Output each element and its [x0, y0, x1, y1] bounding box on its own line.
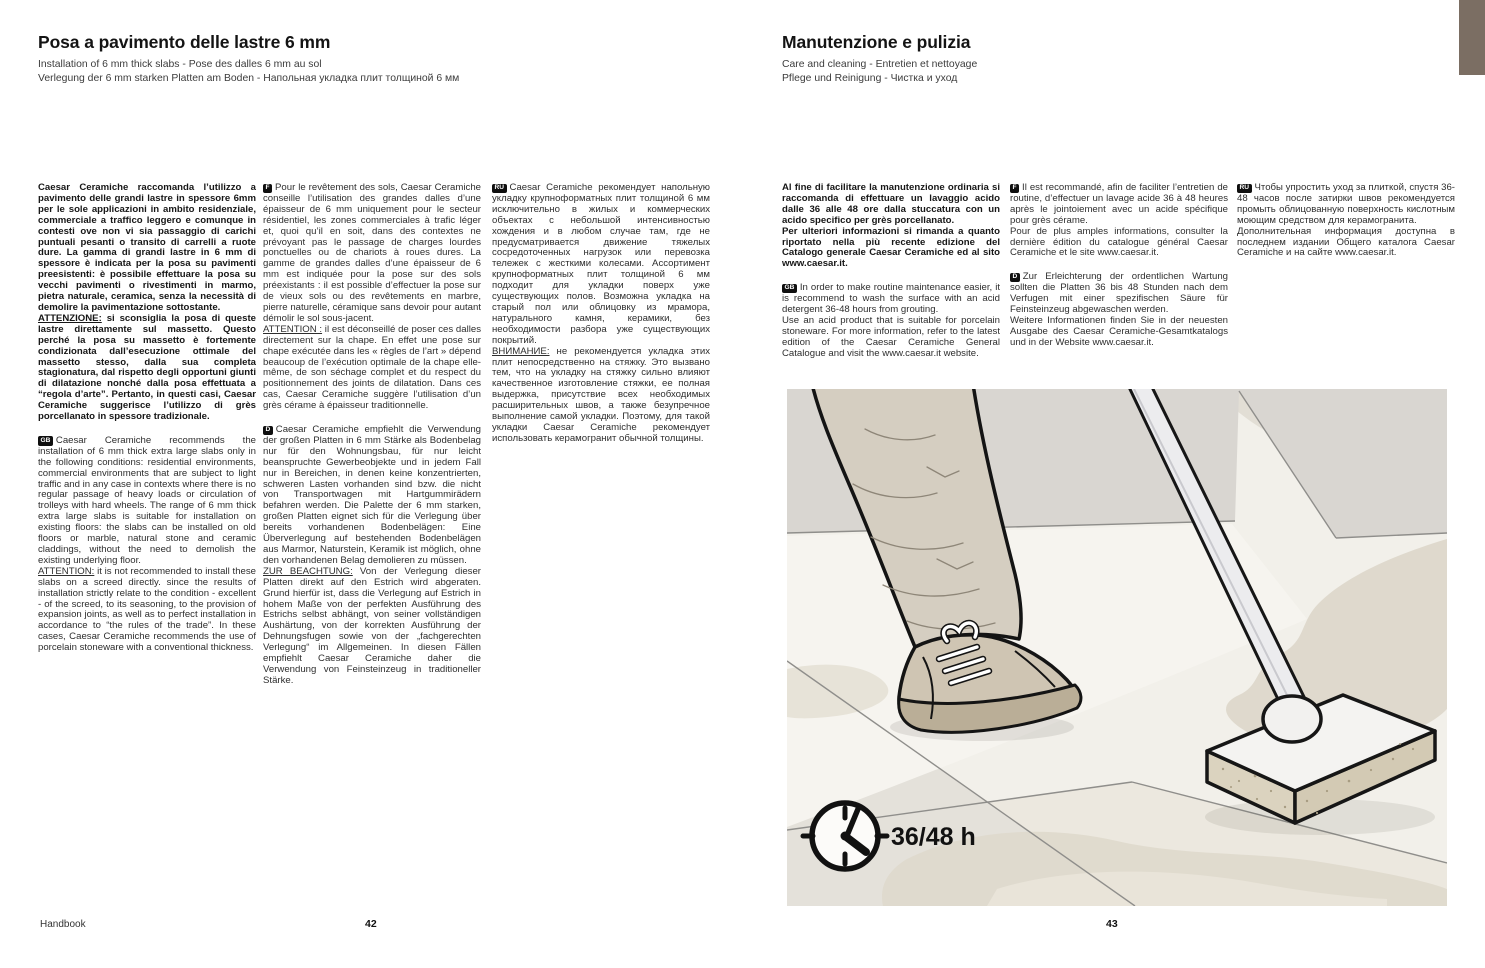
russian-attention-label: ВНИМАНИЕ: [492, 345, 550, 357]
cleaning-illustration [787, 389, 1447, 906]
right-page-title: Manutenzione e pulizia [782, 32, 971, 52]
corner-accent-tab [1459, 0, 1485, 75]
paragraph-russian [492, 183, 710, 445]
language-badge-d: D [1010, 273, 1020, 282]
paragraph-german-care [1010, 272, 1228, 348]
right-page-header [782, 32, 977, 85]
paragraph-english [38, 436, 256, 654]
italian-care-p1: Al fine di facilitare la manutenzione ordinaria si raccomanda di effettuare un lavaggio acido dalle 36 alle 48 ore dalla stuccatura con un acido specifico per grès porcellanato. [782, 182, 1000, 226]
right-page-subtitle-line1: Care and cleaning - Entretien et nettoyage [782, 59, 978, 71]
clock-label: 36/48 h [891, 823, 976, 851]
right-column-2 [1010, 183, 1228, 349]
italian-text: Caesar Ceramiche raccomanda l’utilizzo a pavimento delle grandi lastre in spessore 6mm per le sole applicazioni in ambito residenziale, commerciale a traffico leggero e comunque in contesti ove non vi sia passaggio di carichi puntuali pesanti o transito di carrelli a ruote dure. La gamma di grandi lastre in 6 mm di spessore è indicata per la posa su pavimenti preesistenti: è possibile effettuare la posa su vecchi pavimenti o rivestimenti in marmo, pietra naturale, ceramica, senza la necessità di demolire la pavimentazione sottostante. [38, 182, 256, 313]
italian-attention-text: si sconsiglia la posa di queste lastre direttamente sul massetto. Questo perché la posa su massetto è fortemente condizionata dall’esecuzione ottimale del massetto stesso, dalla sua completa stagionatura, dal rispetto degli opportuni giunti di dilatazione nonché dalla posa effettuata a “regola d’arte”. Pertanto, in questi casi, Caesar Ceramiche suggerisce l’utilizzo di grès porcellanato in spessore tradizionale. [38, 312, 256, 423]
french-care-p2: Pour de plus amples informations, consulter la dernière édition du catalogue général Caesar Ceramiche et le site www.caesar.it. [1010, 225, 1228, 259]
german-care-p1 [1010, 272, 1228, 316]
language-badge-ru: RU [1237, 184, 1252, 193]
french-attention-text: il est déconseillé de poser ces dalles directement sur la chape. En effet une pose sur chape exécutée dans les « règles de l’art » dépend beaucoup de l’exécution optimale de la chape elle-même, de son séchage complet et du respect du positionnement des joints de dilatation. Dans ces cas, Caesar Ceramiche suggère l’utilisation d’un grès cérame à épaisseur traditionnelle. [263, 323, 481, 412]
paragraph-italian-care [782, 183, 1000, 270]
french-text: Pour le revêtement des sols, Caesar Ceramiche conseille l’utilisation des grandes dalles d’une épaisseur de 6 mm uniquement pour le secteur résidentiel, les zones commerciales à trafic léger et, quoi qu’il en soit, dans des contextes ne prévoyant pas le passage de charges lourdes ponctuelles ou de chariots à roues dures. La gamme de grandes dalles d’une épaisseur de 6 mm est indiquée pour la pose sur des sols préexistants : il est possible d’effectuer la pose sur de vieux sols ou des revêtements en marbre, pierre naturelle, céramique sans devoir pour autant démolir le sol sous-jacent. [263, 182, 481, 324]
page-number-right: 43 [1106, 918, 1118, 930]
left-column-2 [263, 183, 481, 687]
left-page-subtitle-line2: Verlegung der 6 mm starken Platten am Boden - Напольная укладка плит толщиной 6 мм [38, 72, 460, 84]
russian-care-p1 [1237, 183, 1455, 227]
german-text: Caesar Ceramiche empfiehlt die Verwendung der großen Platten in 6 mm Stärke als Bodenbelag nur für den Wohnungsbau, für nur leicht beanspruchte Gewerbeobjekte und in jedem Fall nur in Bereichen, in denen keine konzentrierten, schweren Lasten vorhanden sind bzw. die nicht von Transportwagen mit Hartgummirädern befahren werden. Die Palette der 6 mm starken, großen Platten eignet sich für die Verlegung über bereits vorhandenen Bodenbelägen: Eine Überverlegung auf bestehenden Bodenbelägen aus Marmor, Naturstein, Keramik ist möglich, ohne den vorhandenen Belag demolieren zu müssen. [263, 424, 481, 566]
paragraph-french [263, 183, 481, 412]
english-attention-label: ATTENTION: [38, 565, 95, 577]
paragraph-italian [38, 183, 256, 423]
left-page-title: Posa a pavimento delle lastre 6 mm [38, 32, 331, 52]
language-badge-d: D [263, 426, 273, 435]
language-badge-gb: GB [38, 436, 53, 445]
russian-text: Caesar Ceramiche рекомендует напольную укладку крупноформатных плит толщиной 6 мм исключительно в жилых и коммерческих объектах с небольшой интенсивностью хождения и в любом случае там, где не предусматривается движение тяжелых сосредоточенных нагрузок или перевозка тележек с жесткими колесами. Ассортимент крупноформатных плит толщиной 6 мм подходит для укладки поверх уже существующих полов. Возможна укладка на старый пол или облицовку из мрамора, натурального камня, керамики, без необходимости разбора уже существующих покрытий. [492, 182, 710, 346]
english-attention-text: it is not recommended to install these slabs on a screed directly. since the results of installation strictly relate to the condition - excellent - of the screed, to its seasoning, to the provision of expansion joints, as well as to perfect installation in accordance to “the rules of the trade”. In these cases, Caesar Ceramiche recommends the use of porcelain stoneware with a conventional thickness. [38, 565, 256, 654]
french-care-text1: Il est recommandé, afin de faciliter l’entretien de routine, d’effectuer un lavage acide 36 à 48 heures après le jointoiement avec un acide spécifique pour grès cérame. [1010, 182, 1228, 226]
italian-attention-label: ATTENZIONE: [38, 312, 102, 324]
language-badge-ru: RU [492, 184, 507, 193]
paragraph-english-care [782, 283, 1000, 359]
german-care-p2: Weitere Informationen finden Sie in der neuesten Ausgabe des Caesar Ceramiche-Gesamtkatalogs und in der Website www.caesar.it. [1010, 314, 1228, 348]
right-page-subtitle-line2: Pflege und Reinigung - Чистка и уход [782, 72, 958, 84]
russian-care-text1: Чтобы упростить уход за плиткой, спустя 36-48 часов после затирки швов рекомендуется промыть облицованную поверхность кислотным моющим средством для керамогранита. [1237, 182, 1455, 226]
language-badge-f: F [263, 184, 272, 193]
english-care-text1: In order to make routine maintenance easier, it is recommend to wash the surface with an acid detergent 36-48 hours from grouting. [782, 282, 1000, 316]
german-care-text1: Zur Erleichterung der ordentlichen Wartung sollten die Platten 36 bis 48 Stunden nach dem Verfugen mit einer spezifischen Säure für Feinsteinzeug abgewaschen werden. [1010, 271, 1228, 316]
left-column-3 [492, 183, 710, 445]
page-number-left: 42 [365, 918, 377, 930]
german-attention-text: Von der Verlegung dieser Platten direkt auf den Estrich wird abgeraten. Grund hierfür ist, dass die Verlegung auf Estrich in hohem Maße von der perfekten Ausführung des Estrichs selbst abhängt, von seiner vollständigen Aushärtung, von der korrekten Ausführung der Dehnungsfugen sowie von der „fachgerechten Verlegung“ im Allgemeinen. In diesen Fällen empfiehlt Caesar Ceramiche daher die Verwendung von Feinsteinzeug in traditioneller Stärke. [263, 565, 481, 686]
language-badge-gb: GB [782, 284, 797, 293]
french-attention-label: ATTENTION : [263, 323, 323, 335]
russian-attention-text: не рекомендуется укладка этих плит непосредственно на стяжку. Это вызвано тем, что на укладку на стяжку сильно влияют качественное изготовление стяжки, ее полная выдержка, присутствие всех необходимых расширительных швов, а также безупречное выполнение самой укладки. Поэтому, для такой укладки Caesar Ceramiche рекомендует использовать керамогранит обычной толщины. [492, 345, 710, 444]
english-care-p2: Use an acid product that is suitable for porcelain stoneware. For more information, refer to the latest edition of the Caesar Ceramiche General Catalogue and visit the www.caesar.it website. [782, 314, 1000, 359]
english-care-p1 [782, 283, 1000, 316]
left-page-header [38, 32, 459, 85]
cleaning-illustration-svg [787, 389, 1447, 906]
german-attention-label: ZUR BEACHTUNG: [263, 565, 353, 577]
paragraph-french-care [1010, 183, 1228, 259]
russian-care-p2: Дополнительная информация доступна в последнем издании Общего каталога Caesar Ceramiche и на сайте www.caesar.it. [1237, 225, 1455, 259]
paragraph-german [263, 425, 481, 687]
french-care-p1 [1010, 183, 1228, 227]
right-page-subtitle [782, 58, 977, 85]
footer-brand: Handbook [40, 919, 86, 930]
left-page-subtitle [38, 58, 459, 85]
italian-care-p2: Per ulteriori informazioni si rimanda a quanto riportato nella più recente edizione del Catalogo generale Caesar Ceramiche ed al sito www.caesar.it. [782, 225, 1000, 270]
language-badge-f: F [1010, 184, 1019, 193]
english-text: Caesar Ceramiche recommends the installation of 6 mm thick extra large slabs only in the following conditions: residential environments, commercial environments that are subject to light traffic and in any case in contexts where there is no regular passage of heavy loads or circulation of trolleys with hard wheels. The range of 6 mm thick extra large slabs is suitable for installation on existing floors: the slabs can be installed on old floors or marble, natural stone and ceramic claddings, without the need to demolish the existing underlying floor. [38, 434, 256, 566]
paragraph-russian-care [1237, 183, 1455, 259]
right-column-3 [1237, 183, 1455, 259]
left-page-subtitle-line1: Installation of 6 mm thick slabs - Pose des dalles 6 mm au sol [38, 59, 322, 71]
mop-ferrule [1263, 696, 1321, 742]
right-column-1 [782, 183, 1000, 360]
left-column-1 [38, 183, 256, 654]
